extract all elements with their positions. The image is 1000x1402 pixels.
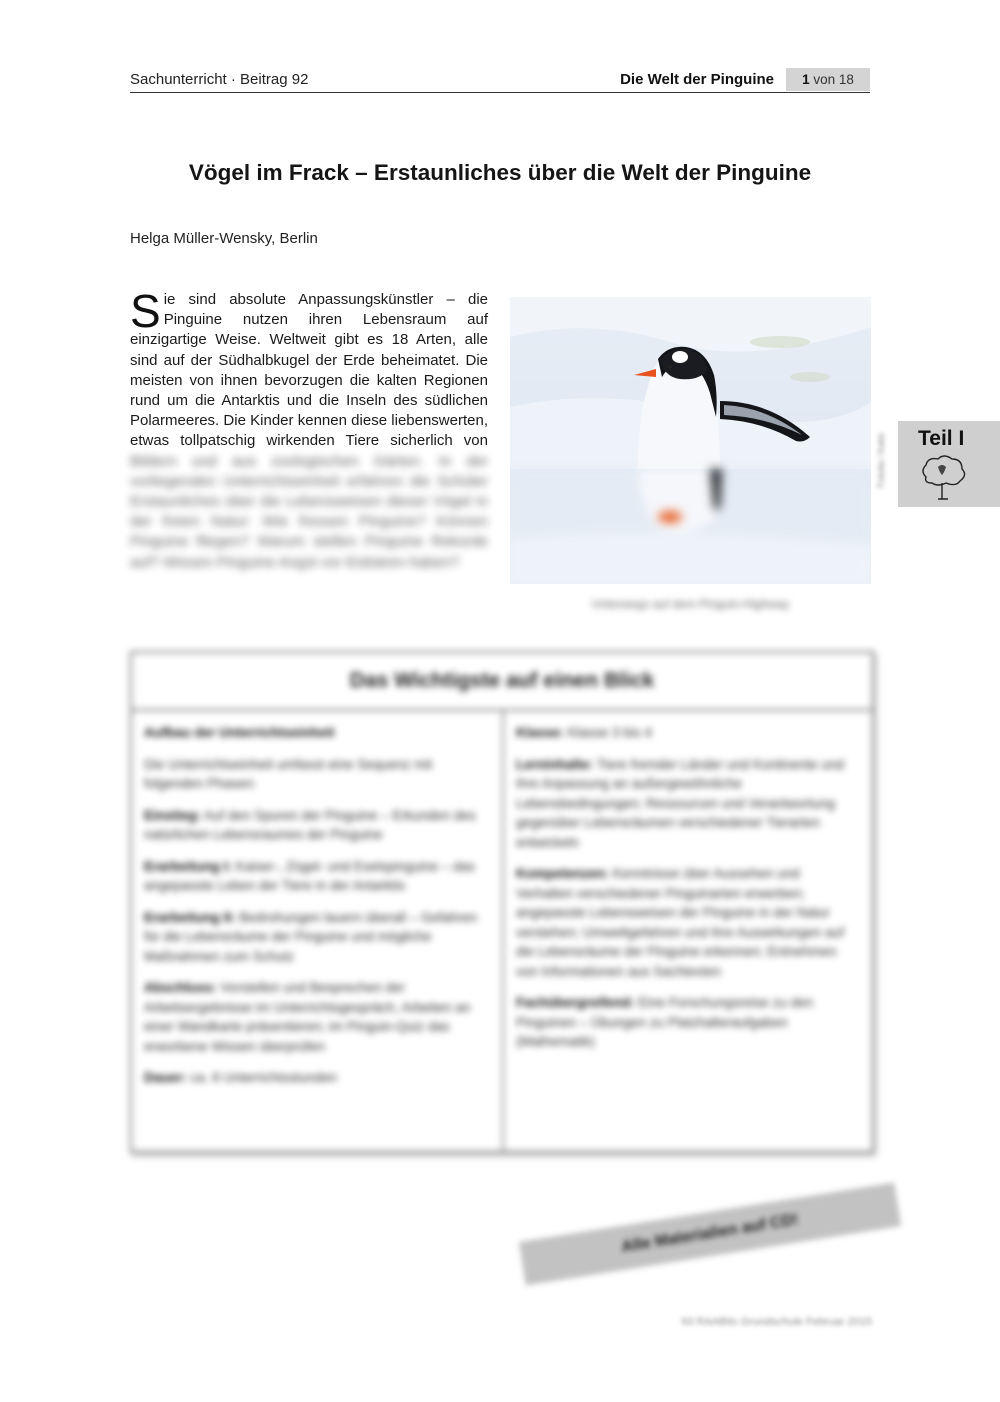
penguin-photo-bottom (510, 469, 871, 584)
author-line: Helga Müller-Wensky, Berlin (130, 230, 318, 247)
page-total: von 18 (809, 72, 854, 87)
summary-item: Einstieg: Auf den Spuren der Pinguine – Erkunden des natürlichen Lebensraumes der Pinguine (144, 807, 476, 842)
section-tab (898, 421, 1000, 507)
photo-caption: Unterwegs auf dem Pinguin-Highway (591, 597, 790, 611)
photo-credit: Fotolia / Kaito (876, 432, 886, 488)
summary-columns (132, 711, 872, 1151)
drop-cap: S (130, 285, 161, 337)
penguin-photo-top (510, 297, 871, 469)
summary-left-column (144, 723, 484, 1100)
section-tab-label: Teil I (918, 427, 965, 450)
penguin-illustration (510, 297, 871, 469)
summary-item: Erarbeitung II: Bedrohungen lauern überall – Gefahren für die Lebensräume der Pinguine und mögliche Maßnahmen zum Schutz (144, 909, 478, 964)
running-header (130, 68, 870, 93)
summary-item: Abschluss: Vorstellen und Besprechen der Arbeitsergebnisse im Unterrichtsgespräch, Arbeiten an einer Wandkarte präsentieren; im Pinguin-Quiz das erworbene Wissen überprüfen (144, 980, 471, 1054)
penguin-photo (510, 297, 871, 584)
intro-text-blurred: Bildern und aus zoologischen Gärten. In der vorliegenden Unterrichtseinheit erfahren die Schüler Erstaunliches über die Lebensweisen dieser Vögel in der freien Natur: Wie fressen Pinguine? Können Pinguine fliegen? Warum stellen Pinguine Rekorde auf? Wissen Pinguine Angst vor Eisbären haben? (130, 452, 488, 571)
summary-item: Kompetenzen: Kenntnisse über Aussehen und Verhalten verschiedener Pinguinarten erwerben; angepasste Lebensweisen der Pinguine in der Natur verstehen; Umweltgefahren und ihre Auswirkungen auf die Lebensräume der Pinguine erkennen; Entnehmen von Informationen aus Sachtexten (516, 866, 844, 979)
summary-item: Dauer: ca. 8 Unterrichtsstunden (144, 1070, 337, 1085)
summary-right-column (516, 723, 856, 1064)
header-subject: Sachunterricht · Beitrag 92 (130, 71, 309, 88)
summary-item: Aufbau der Unterrichtseinheit (144, 725, 335, 740)
intro-paragraph (130, 285, 488, 573)
summary-item: Fachübergreifend: Eine Forschungsreise zu den Pinguinen – Übungen zu Platzhalteraufgaben (Mathematik) (516, 995, 814, 1049)
column-divider (502, 711, 504, 1151)
summary-item: Lerninhalte: Tiere fremder Länder und Kontinente und ihre Anpassung an außergewöhnliche Lebensbedingungen; Ressourcen und Verantwortung gegenüber Lebensräumen verschiedener Tierarten entwickeln (516, 756, 844, 850)
page-footer: 93 RAABits Grundschule Februar 2015 (681, 1316, 872, 1328)
tree-icon (918, 451, 968, 503)
summary-box (130, 651, 874, 1153)
summary-heading: Das Wichtigste auf einen Blick (132, 653, 872, 711)
page-number-box (786, 68, 870, 91)
page-current: 1 (802, 72, 810, 87)
summary-item: Die Unterrichtseinheit umfasst eine Sequenz mit folgenden Phasen: (144, 756, 433, 791)
summary-item: Klasse: Klasse 3 bis 4 (516, 725, 652, 740)
cd-banner: Alle Materialien auf CD! (519, 1183, 901, 1286)
summary-item: Erarbeitung I: Kaiser-, Zügel- und Eselspinguine – das angepasste Leben der Tiere in der Antarktis (144, 858, 475, 893)
page-title: Vögel im Frack – Erstaunliches über die Welt der Pinguine (188, 160, 812, 185)
header-doc-title: Die Welt der Pinguine (620, 71, 774, 88)
intro-text: ie sind absolute Anpassungskünstler – die Pinguine nutzen ihren Lebensraum auf einzigartige Weise. Weltweit gibt es 18 Arten, alle sind auf der Südhalbkugel der Erde beheimatet. Die meisten von ihnen bevorzugen die kalten Regionen rund um die Antarktis und die Inseln des südlichen Polarmeeres. Die Kinder kennen diese liebenswerten, etwas tollpatschig wirkenden Tiere sicherlich von (130, 291, 488, 450)
